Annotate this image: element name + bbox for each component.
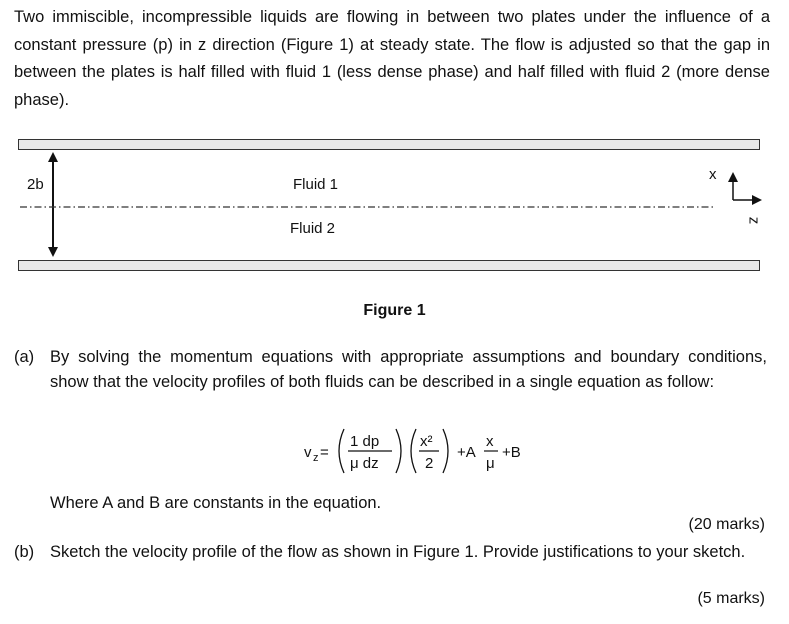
equation-svg (300, 420, 560, 482)
eq-frac2-num: x² (420, 433, 433, 450)
figure-drawing (0, 130, 789, 280)
figure-1 (0, 130, 789, 280)
problem-intro: Two immiscible, incompressible liquids are flowing in between two plates under the influence of a constant pressure (p) in z direction (Figure 1) at steady state. The flow is adjusted so that the gap in between the plates is half filled with fluid 1 (less dense phase) and half filled with fluid 2 (more dense phase). (14, 8, 770, 109)
eq-frac3-num: x (486, 433, 494, 450)
eq-paren-2-right (443, 429, 448, 473)
eq-lhs: v (304, 444, 312, 461)
z-axis-label: z (745, 216, 763, 225)
velocity-equation (300, 420, 560, 482)
figure-caption: Figure 1 (363, 302, 426, 319)
eq-frac1-num: 1 dp (350, 433, 380, 450)
fluid2-label: Fluid 2 (290, 220, 336, 237)
eq-equals: = (320, 444, 329, 461)
eq-paren-1-left (339, 429, 344, 473)
eq-plus-a: +A (457, 444, 476, 461)
eq-lhs-sub: z (313, 452, 319, 464)
eq-paren-2-left (411, 429, 416, 473)
part-b-label: (b) (14, 543, 35, 561)
part-a-label: (a) (14, 348, 35, 366)
part-a-text: By solving the momentum equations with appropriate assumptions and boundary conditions, show that the velocity profiles of both fluids can be described in a single equation as follow: (50, 348, 767, 391)
part-b-marks: (5 marks) (697, 590, 765, 607)
gap-label: 2b (27, 176, 44, 193)
x-axis-label: x (709, 166, 717, 183)
eq-frac2-den: 2 (425, 455, 434, 472)
eq-frac3-den: μ (486, 455, 495, 472)
eq-frac1-den: μ dz (350, 455, 379, 472)
part-a-note: Where A and B are constants in the equation. (50, 494, 382, 512)
eq-plus-b: +B (502, 444, 521, 461)
part-a-marks: (20 marks) (688, 516, 765, 533)
fluid1-label: Fluid 1 (293, 176, 339, 193)
part-b-text: Sketch the velocity profile of the flow as shown in Figure 1. Provide justifications to your sketch. (50, 543, 746, 561)
eq-paren-1-right (396, 429, 401, 473)
